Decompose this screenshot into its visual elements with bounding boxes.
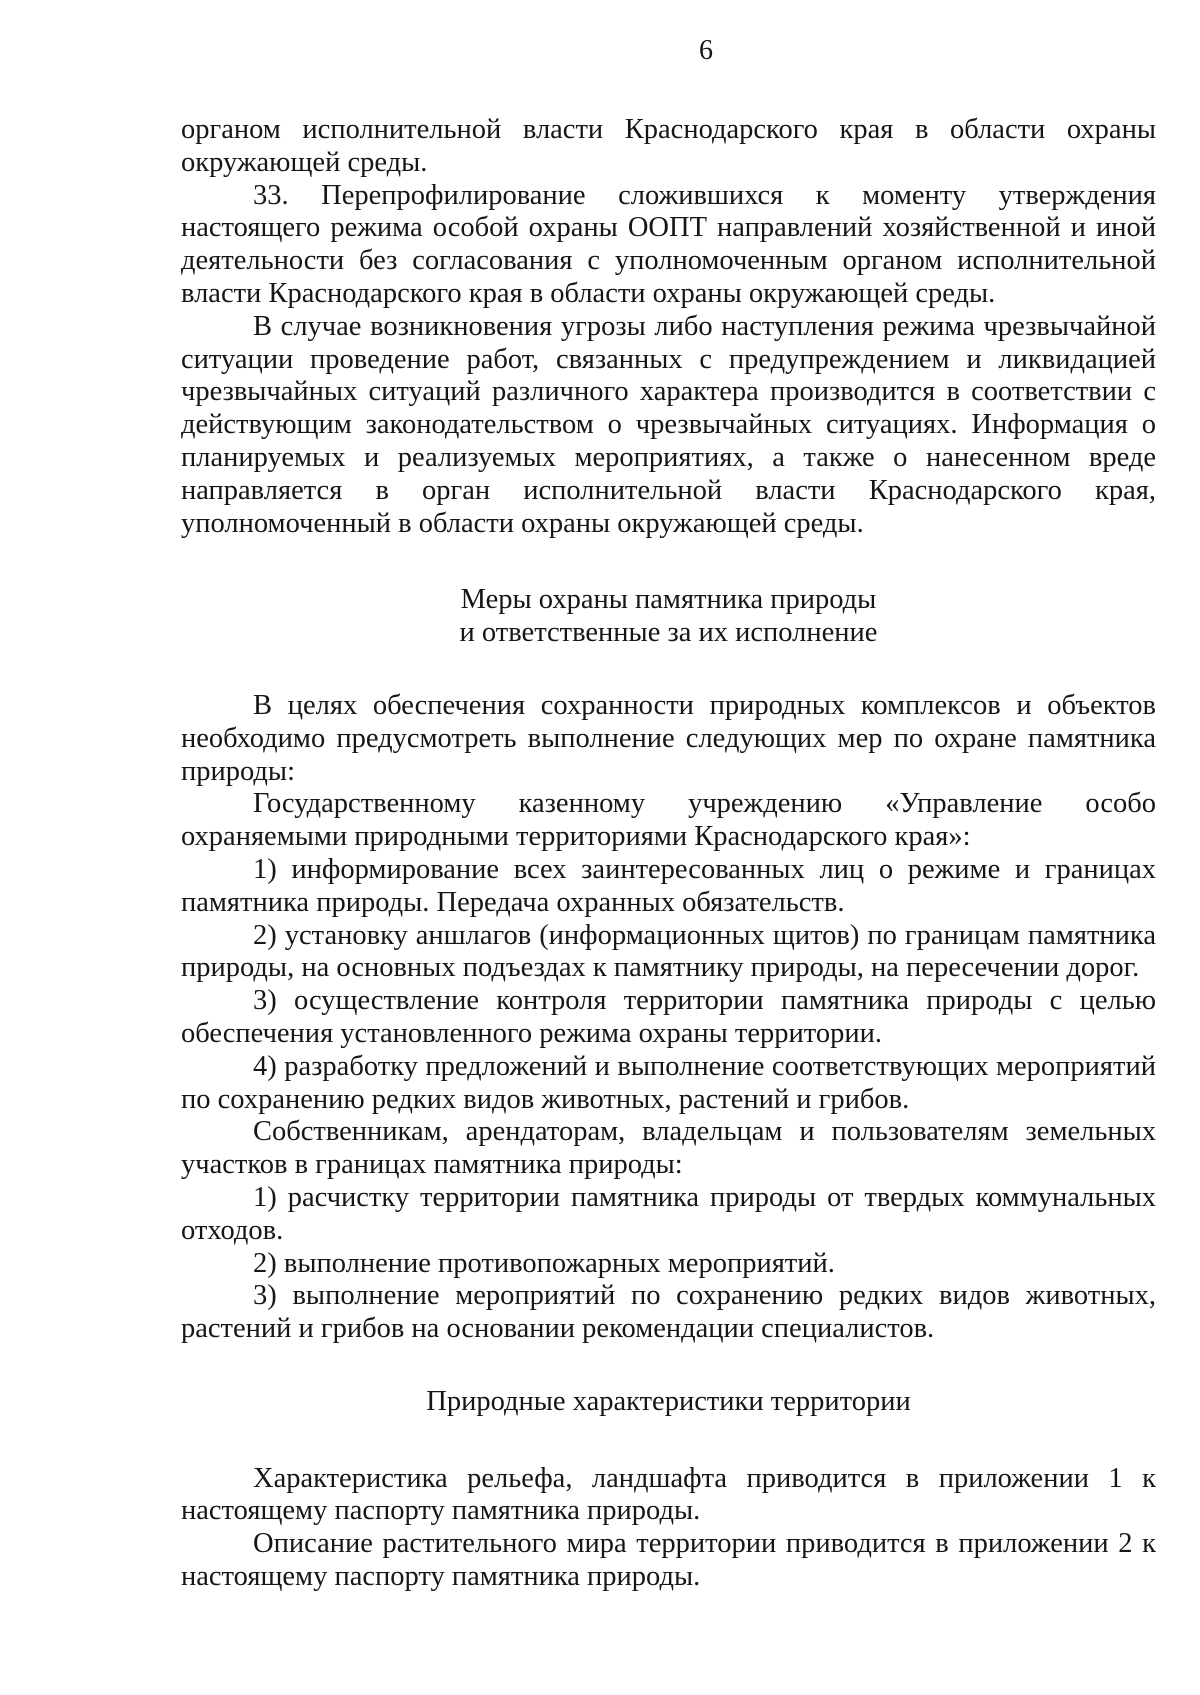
- section-heading-line: и ответственные за их исполнение: [459, 617, 878, 649]
- paragraph: Описание растительного мира территории приводится в приложении 2 к настоящему паспорту памятника природы.: [181, 1528, 1156, 1593]
- paragraph: Государственному казенному учреждению «Управление особо охраняемыми природными территориями Краснодарского края»:: [181, 788, 1156, 853]
- document-body: [181, 114, 1156, 1594]
- list-item: 2) выполнение противопожарных мероприятий.: [253, 1247, 835, 1279]
- list-item: 3) выполнение мероприятий по сохранению редких видов животных, растений и грибов на основании рекомендации специалистов.: [181, 1280, 1156, 1345]
- list-item: 2) установку аншлагов (информационных щитов) по границам памятника природы, на основных подъездах к памятнику природы, на пересечении дорог.: [181, 919, 1156, 984]
- list-item: 1) информирование всех заинтересованных лиц о режиме и границах памятника природы. Передача охранных обязательств.: [181, 853, 1156, 918]
- section-natural-characteristics: [181, 1463, 1156, 1594]
- paragraph: органом исполнительной власти Краснодарского края в области охраны окружающей среды.: [181, 114, 1156, 178]
- section-heading: Природные характеристики территории: [426, 1385, 911, 1417]
- list-item: 3) осуществление контроля территории памятника природы с целью обеспечения установленного режима охраны территории.: [181, 985, 1156, 1049]
- paragraph: В случае возникновения угрозы либо наступления режима чрезвычайной ситуации проведение работ, связанных с предупреждением и ликвидацией чрезвычайных ситуаций различного характера производится в соответствии с действующим законодательством о чрезвычайных ситуациях. Информация о планируемых и реализуемых мероприятиях, а также о нанесенном вреде направляется в орган исполнительной власти Краснодарского края, уполномоченный в области охраны окружающей среды.: [181, 310, 1156, 539]
- section-protection-measures: [181, 690, 1156, 1346]
- paragraph: Собственникам, арендаторам, владельцам и пользователям земельных участков в границах памятника природы:: [181, 1116, 1156, 1181]
- paragraph: 33. Перепрофилирование сложившихся к моменту утверждения настоящего режима особой охраны ООПТ направлений хозяйственной и иной деятельности без согласования с уполномоченным органом исполнительной власти Краснодарского края в области охраны окружающей среды.: [181, 179, 1156, 309]
- paragraph: В целях обеспечения сохранности природных комплексов и объектов необходимо предусмотреть выполнение следующих мер по охране памятника природы:: [181, 689, 1156, 787]
- section-regime-end: [181, 114, 1156, 540]
- page-number: 6: [699, 35, 713, 66]
- paragraph: Характеристика рельефа, ландшафта приводится в приложении 1 к настоящему паспорту памятника природы.: [181, 1462, 1156, 1527]
- section-heading-line: Меры охраны памятника природы: [460, 584, 877, 616]
- list-item: 1) расчистку территории памятника природы от твердых коммунальных отходов.: [181, 1181, 1156, 1246]
- list-item: 4) разработку предложений и выполнение соответствующих мероприятий по сохранению редких видов животных, растений и грибов.: [181, 1050, 1156, 1115]
